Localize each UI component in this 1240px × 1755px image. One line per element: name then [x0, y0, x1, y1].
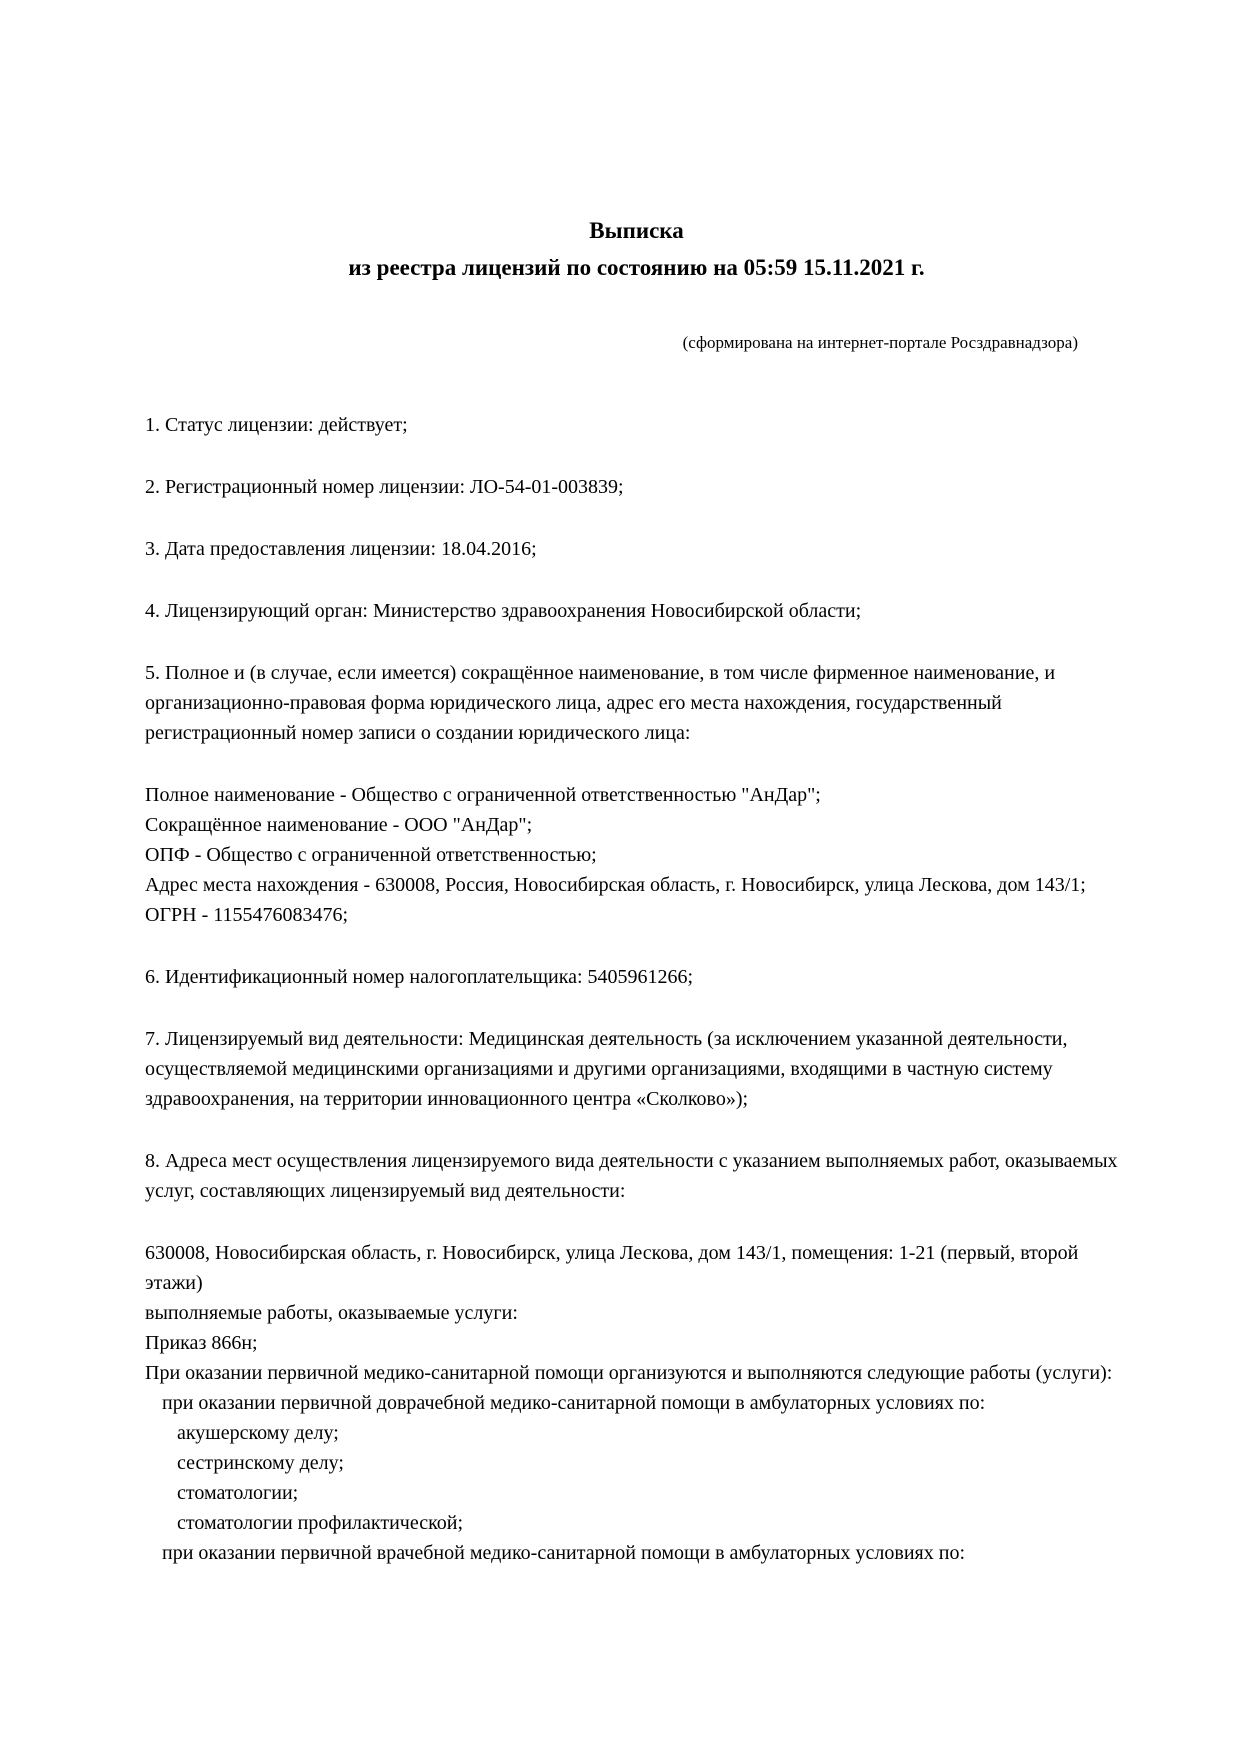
- org-short-name: Сокращённое наименование - ООО "АнДар";: [145, 814, 533, 836]
- document-body: [145, 410, 1128, 1568]
- item-3-grant-date: 3. Дата предоставления лицензии: 18.04.2016;: [145, 538, 537, 560]
- formation-note: (сформирована на интернет-портале Росздравнадзора): [682, 333, 1078, 352]
- org-full-name: Полное наименование - Общество с ограниченной ответственностью "АнДар";: [145, 784, 821, 806]
- activity-address-block: [145, 1238, 1128, 1568]
- title-line-1: Выписка: [589, 218, 684, 243]
- item-4-licensing-authority: 4. Лицензирующий орган: Министерство здравоохранения Новосибирской области;: [145, 600, 862, 622]
- address-premises: 630008, Новосибирская область, г. Новосибирск, улица Лескова, дом 143/1, помещения: 1-21 (первый, второй этажи): [145, 1242, 1079, 1294]
- item-2-registration-number: 2. Регистрационный номер лицензии: ЛО-54-01-003839;: [145, 476, 624, 498]
- org-details-block: [145, 780, 1128, 930]
- doctor-care-intro: при оказании первичной врачебной медико-санитарной помощи в амбулаторных условиях по:: [162, 1542, 966, 1564]
- pre-doctor-care-intro: при оказании первичной доврачебной медико-санитарной помощи в амбулаторных условиях по:: [162, 1392, 986, 1414]
- service-item-nursing: сестринскому делу;: [177, 1452, 344, 1474]
- document-title: [145, 212, 1128, 286]
- works-services-label: выполняемые работы, оказываемые услуги:: [145, 1302, 518, 1324]
- item-7-licensed-activity: 7. Лицензируемый вид деятельности: Медицинская деятельность (за исключением указанной деятельности, осуществляемой медицинскими организациями и другими организациями, входящими в частную систему здравоохранения, на территории инновационного центра «Сколково»);: [145, 1028, 1068, 1110]
- title-line-2: из реестра лицензий по состоянию на 05:59 15.11.2021 г.: [348, 255, 925, 280]
- primary-care-intro: При оказании первичной медико-санитарной помощи организуются и выполняются следующие работы (услуги):: [145, 1362, 1113, 1384]
- org-ogrn: ОГРН - 1155476083476;: [145, 904, 349, 926]
- item-8-activity-addresses-heading: 8. Адреса мест осуществления лицензируемого вида деятельности с указанием выполняемых работ, оказываемых услуг, составляющих лицензируемый вид деятельности:: [145, 1150, 1118, 1202]
- item-6-taxpayer-number: 6. Идентификационный номер налогоплательщика: 5405961266;: [145, 966, 694, 988]
- order-866n: Приказ 866н;: [145, 1332, 258, 1354]
- org-address: Адрес места нахождения - 630008, Россия, Новосибирская область, г. Новосибирск, улица Лескова, дом 143/1;: [145, 874, 1086, 896]
- service-item-dentistry: стоматологии;: [177, 1482, 299, 1504]
- service-item-midwifery: акушерскому делу;: [177, 1422, 339, 1444]
- item-1-license-status: 1. Статус лицензии: действует;: [145, 414, 408, 436]
- service-item-preventive-dentistry: стоматологии профилактической;: [177, 1512, 464, 1534]
- item-5-org-names-heading: 5. Полное и (в случае, если имеется) сокращённое наименование, в том числе фирменное наименование, и организационно-правовая форма юридического лица, адрес его места нахождения, государственный регистрационный номер записи о создании юридического лица:: [145, 662, 1056, 744]
- org-legal-form: ОПФ - Общество с ограниченной ответственностью;: [145, 844, 597, 866]
